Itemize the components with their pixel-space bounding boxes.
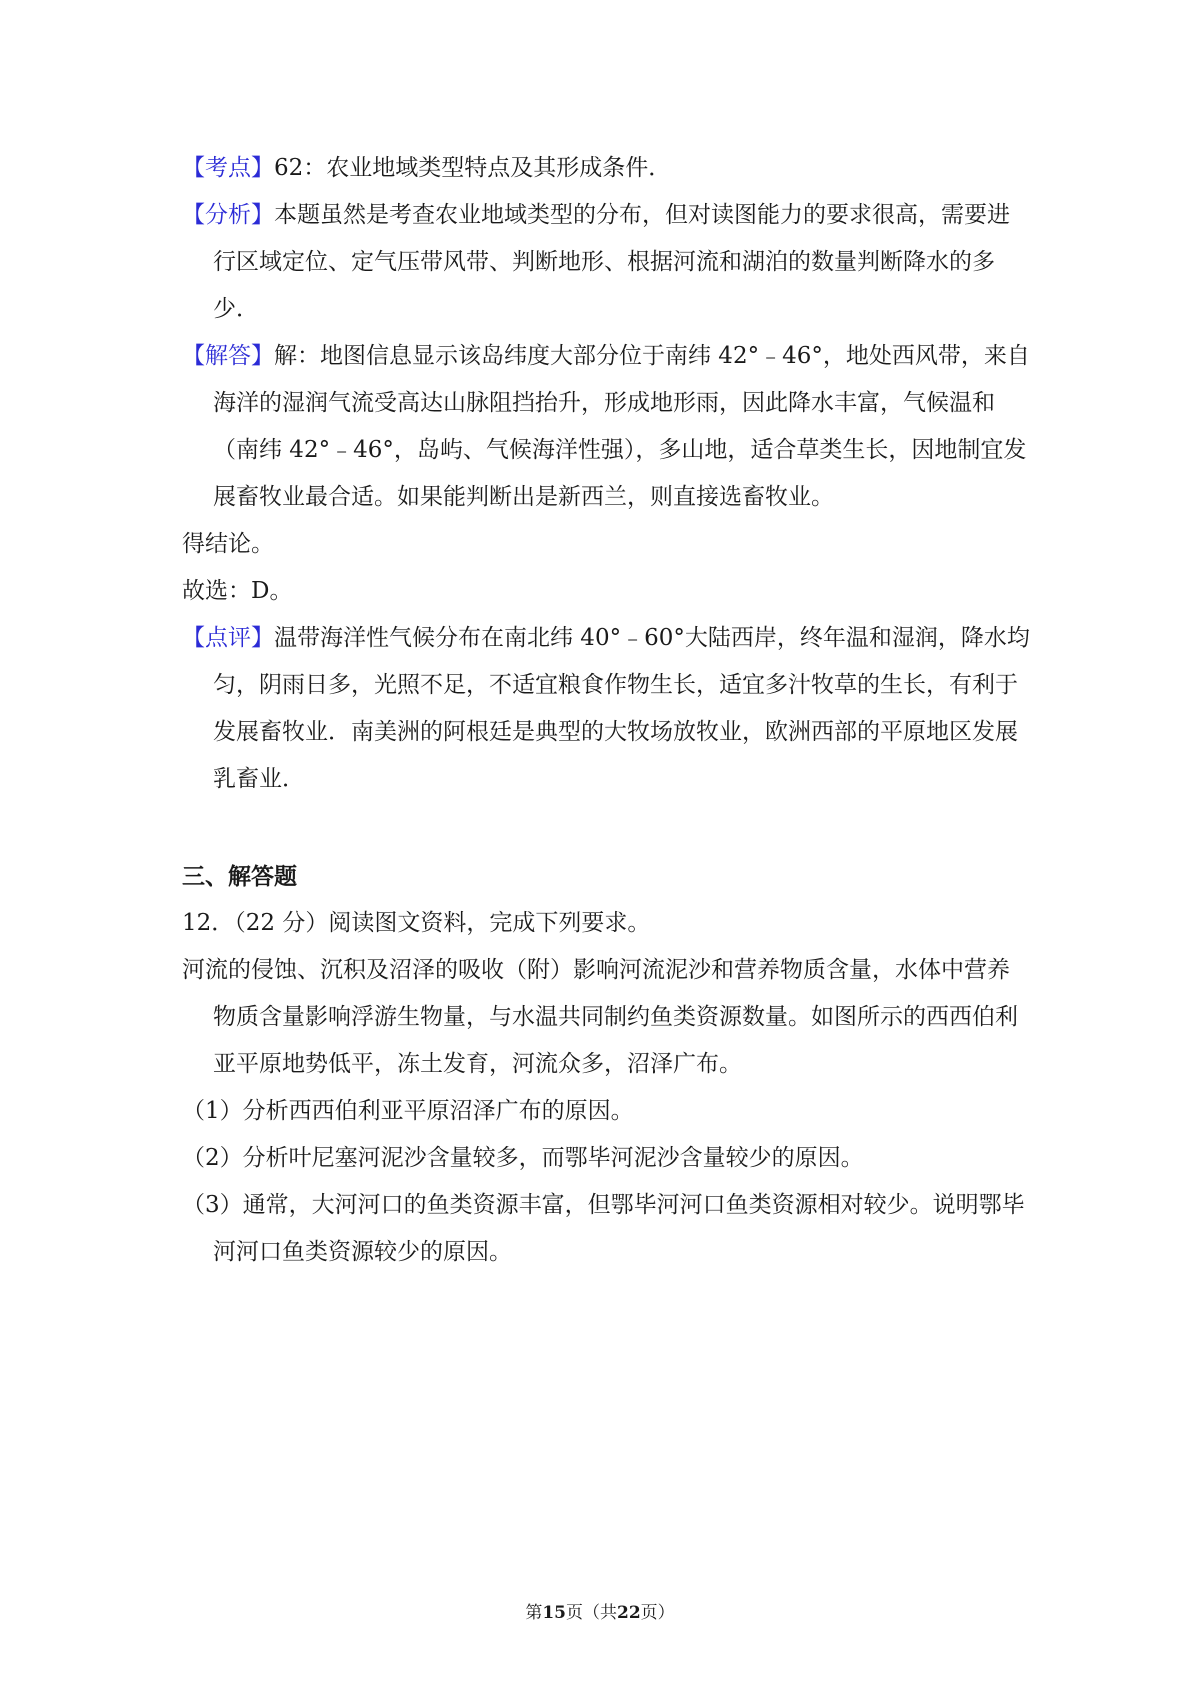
fenxi-paragraph xyxy=(182,192,1030,333)
footer-page-number: 15 xyxy=(542,1603,566,1623)
dianping-tag: 【点评】 xyxy=(182,625,274,651)
footer-middle: 页（共 xyxy=(566,1603,617,1623)
kaodian-text: 62：农业地域类型特点及其形成条件． xyxy=(274,155,672,181)
kaodian-tag: 【考点】 xyxy=(182,155,274,181)
fenxi-text: 本题虽然是考查农业地域类型的分布，但对读图能力的要求很高，需要进行区域定位、定气压带风带、判断地形、根据河流和湖泊的数量判断降水的多少． xyxy=(213,202,1010,322)
footer-total-pages: 22 xyxy=(617,1603,641,1623)
page-footer xyxy=(0,1601,1200,1625)
question-12-part-3: （3）通常，大河河口的鱼类资源丰富，但鄂毕河河口鱼类资源相对较少。说明鄂毕河河口鱼类资源较少的原因。 xyxy=(182,1192,1025,1265)
footer-suffix: 页） xyxy=(640,1603,675,1623)
jieda-tag: 【解答】 xyxy=(182,343,274,369)
jieda-paragraph xyxy=(182,333,1030,521)
fenxi-tag: 【分析】 xyxy=(182,202,274,228)
conclusion-line: 得结论。 xyxy=(182,531,274,557)
jieda-text: 解：地图信息显示该岛纬度大部分位于南纬 42°﹣46°，地处西风带，来自海洋的湿润气流受高达山脉阻挡抬升，形成地形雨，因此降水丰富，气候温和（南纬 42°﹣46°，岛屿、气候海洋性强），多山地，适合草类生长，因地制宜发展畜牧业最合适。如果能判断出是新西兰，则直接选畜牧业。 xyxy=(213,343,1030,510)
question-12-header: 12．（22 分）阅读图文资料，完成下列要求。 xyxy=(182,910,651,936)
question-12-part-2: （2）分析叶尼塞河泥沙含量较多，而鄂毕河泥沙含量较少的原因。 xyxy=(182,1145,864,1171)
section-title: 三、解答题 xyxy=(182,863,297,890)
dianping-text: 温带海洋性气候分布在南北纬 40°﹣60°大陆西岸，终年温和湿润，降水均匀，阴雨日多，光照不足，不适宜粮食作物生长，适宜多汁牧草的生长，有利于发展畜牧业．南美洲的阿根廷是典型的大牧场放牧业，欧洲西部的平原地区发展乳畜业． xyxy=(213,625,1030,792)
footer-prefix: 第 xyxy=(525,1603,543,1623)
question-12-part-1: （1）分析西西伯利亚平原沼泽广布的原因。 xyxy=(182,1098,634,1124)
answer-line: 故选：D。 xyxy=(182,578,293,604)
kaodian-paragraph xyxy=(182,145,1030,192)
dianping-paragraph xyxy=(182,615,1030,803)
question-12-intro: 河流的侵蚀、沉积及沼泽的吸收（附）影响河流泥沙和营养物质含量，水体中营养物质含量影响浮游生物量，与水温共同制约鱼类资源数量。如图所示的西西伯利亚平原地势低平，冻土发育，河流众多，沼泽广布。 xyxy=(182,957,1018,1077)
